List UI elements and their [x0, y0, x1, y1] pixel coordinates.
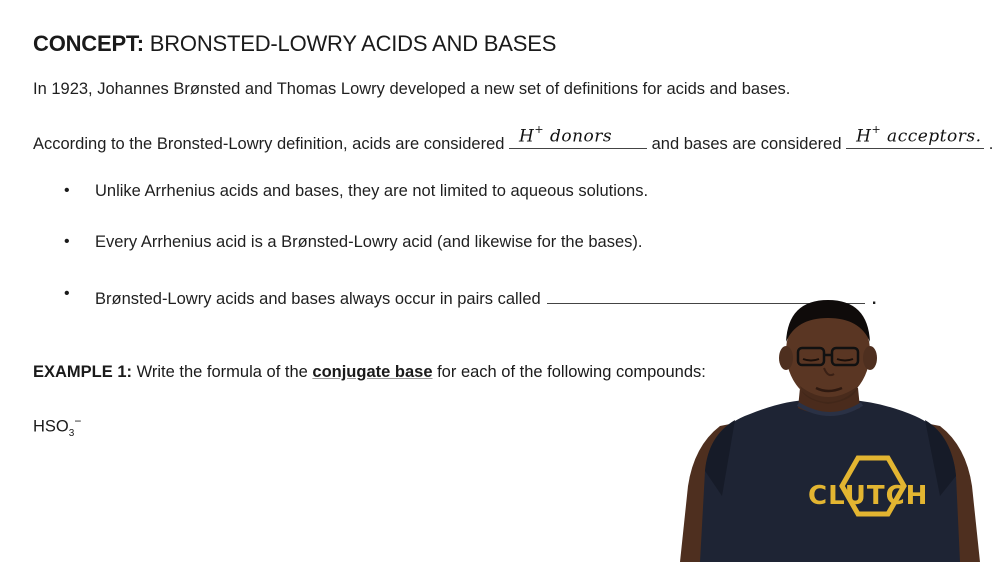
example-prompt: [33, 363, 706, 382]
definition-line: [33, 123, 994, 154]
formula-base: HSO: [33, 417, 69, 436]
example-label: EXAMPLE 1:: [33, 363, 133, 381]
formula-hso3: [33, 414, 81, 439]
bullet-dot: •: [64, 233, 70, 250]
bullet-1: Unlike Arrhenius acids and bases, they are not limited to aqueous solutions.: [95, 182, 649, 200]
bullet-dot: •: [64, 285, 70, 302]
presenter-figure: [680, 300, 980, 562]
title-bold: CONCEPT:: [33, 31, 144, 56]
example-text-2: for each of the following compounds:: [432, 363, 706, 381]
example-text-1: Write the formula of the: [132, 363, 313, 381]
acid-answer-blank: [509, 123, 647, 149]
bullet-3-end: .: [871, 290, 877, 308]
definition-part1: According to the Bronsted-Lowry definition, acids are considered: [33, 135, 505, 153]
base-answer-handwriting: H+ acceptors.: [856, 123, 982, 147]
example-term: conjugate base: [312, 363, 433, 381]
acid-answer-handwriting: H+ donors: [519, 123, 613, 147]
title-rest: BRONSTED-LOWRY ACIDS AND BASES: [143, 31, 557, 56]
bullet-3: Brønsted-Lowry acids and bases always occur in pairs called: [95, 290, 541, 308]
base-answer-blank: [846, 123, 984, 149]
definition-end: .: [988, 135, 994, 153]
intro-text: In 1923, Johannes Brønsted and Thomas Lowry developed a new set of definitions for acids and bases.: [33, 80, 791, 98]
formula-subscript: 3: [68, 427, 75, 439]
presenter-video: [660, 296, 1000, 562]
page-title: [33, 31, 556, 57]
bullet-dot: •: [64, 182, 70, 199]
bullet-2: Every Arrhenius acid is a Brønsted-Lowry acid (and likewise for the bases).: [95, 233, 643, 251]
formula-charge: −: [74, 414, 82, 428]
definition-part2: and bases are considered: [651, 135, 842, 153]
clutch-logo-text: CLUTCH: [808, 481, 929, 511]
